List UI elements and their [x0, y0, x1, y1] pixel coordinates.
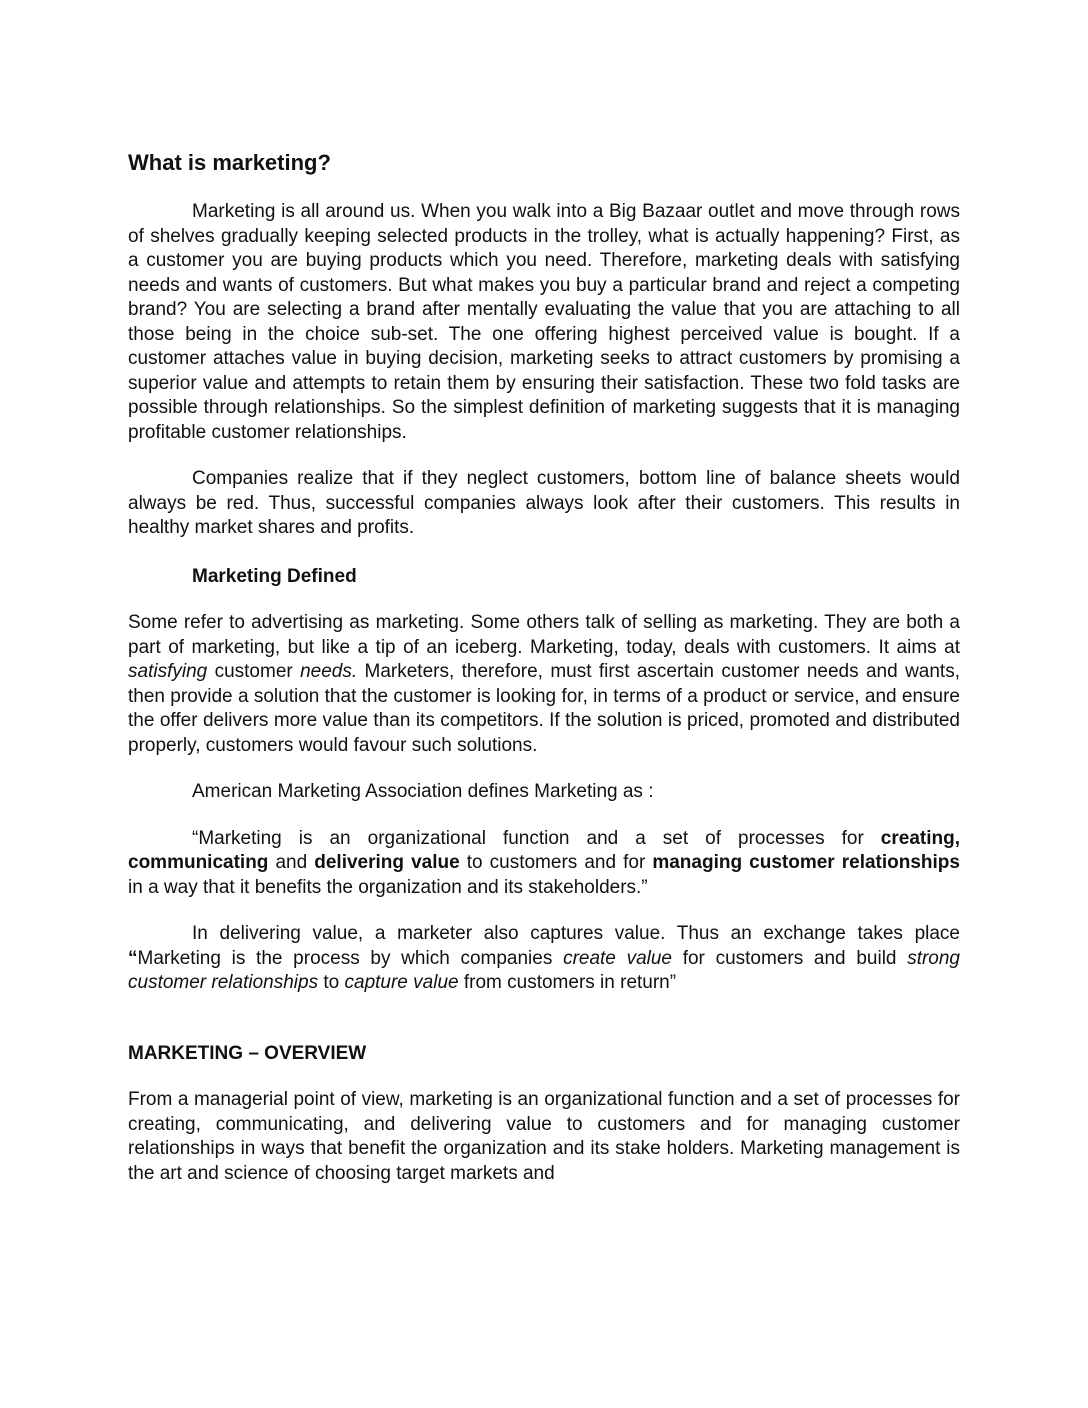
section-heading-overview: MARKETING – OVERVIEW — [128, 1042, 367, 1064]
paragraph-ama-quote — [128, 827, 960, 901]
text-run: Some refer to advertising as marketing. Some others talk of selling as marketing. They are both a part of marketing, but like a tip of an iceberg. Marketing, today, deals with customers. It aims at — [128, 612, 960, 658]
paragraph-definition — [128, 611, 960, 758]
bold-run: delivering value — [314, 852, 460, 873]
text-run: in a way that it benefits the organization and its stakeholders.” — [128, 876, 648, 898]
text-run: and — [268, 852, 315, 873]
page-title: What is marketing? — [128, 150, 331, 175]
text-run: Marketing is the process by which companies — [137, 947, 564, 969]
text-run: for customers and build — [672, 947, 908, 969]
paragraph-companies: Companies realize that if they neglect customers, bottom line of balance sheets would always be red. Thus, successful companies always look after their customers. This results in healthy market shares and profits. — [128, 468, 960, 538]
text-run: from customers in return” — [458, 972, 677, 993]
italic-run: capture value — [344, 972, 459, 993]
document-page — [128, 148, 960, 1186]
paragraph-ama-intro: American Marketing Association defines Marketing as : — [192, 781, 654, 802]
italic-run: strong customer relationships — [128, 947, 960, 993]
subheading-marketing-defined: Marketing Defined — [192, 565, 357, 587]
text-run: In delivering value, a marketer also captures value. Thus an exchange takes place — [192, 923, 960, 944]
italic-run: satisfying — [128, 661, 208, 682]
text-run: customer — [207, 661, 301, 682]
text-run: to — [318, 972, 345, 993]
text-run: Marketers, therefore, must first ascertain customer needs and wants, then provide a solution that the customer is looking for, in terms of a product or service, and ensure the offer delivers more value than its competitors. If the solution is priced, promoted and distributed properly, customers would favour such solutions. — [128, 661, 960, 756]
paragraph-intro: Marketing is all around us. When you walk into a Big Bazaar outlet and move through rows of shelves gradually keeping selected products in the trolley, what is actually happening? First, as a customer you are buying products which you need. Therefore, marketing deals with satisfying needs and wants of customers. But what makes you buy a particular brand and reject a competing brand? You are selecting a brand after mentally evaluating the value that you are attaching to all those being in the choice sub-set. The one offering highest perceived value is bought. If a customer attaches value in buying decision, marketing seeks to attract customers by promising a superior value and attempts to retain them by ensuring their satisfaction. These two fold tasks are possible through relationships. So the simplest definition of marketing suggests that it is managing profitable customer relationships. — [128, 201, 960, 443]
bold-run: creating, communicating — [128, 827, 960, 873]
text-run: to customers and for — [459, 852, 653, 873]
bold-run: “ — [128, 947, 138, 969]
italic-run: needs. — [300, 661, 358, 682]
paragraph-overview: From a managerial point of view, marketing is an organizational function and a set of processes for creating, communicating, and delivering value to customers and for managing customer relationships in ways that benefit the organization and its stake holders. Marketing management is the art and science of choosing target markets and — [128, 1089, 960, 1184]
bold-run: managing customer relationships — [652, 852, 960, 873]
paragraph-exchange — [128, 922, 960, 996]
italic-run: create value — [563, 947, 672, 969]
text-run: “Marketing is an organizational function and a set of processes for — [192, 827, 881, 849]
